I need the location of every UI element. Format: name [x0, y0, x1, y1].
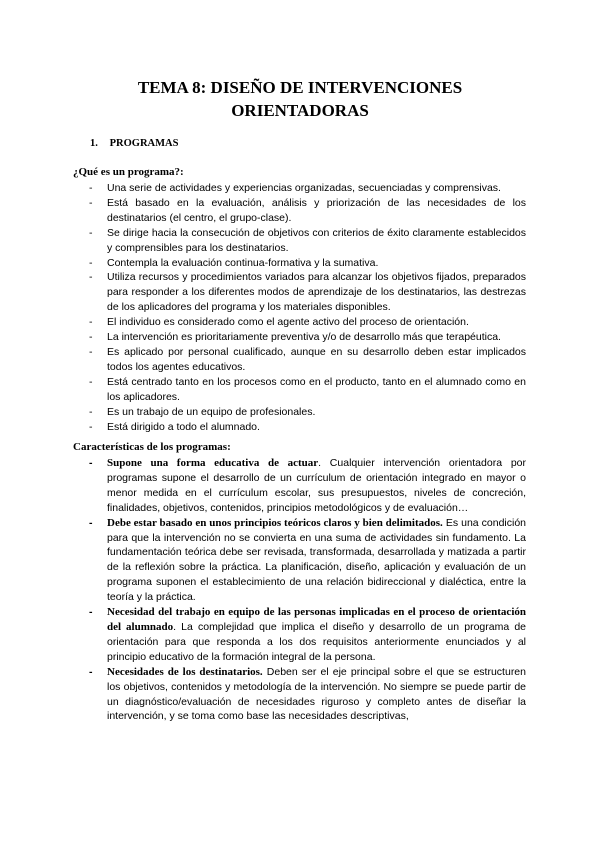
item-text: Deben ser el eje principal sobre el que se estructuren los objetivos, contenidos y metodología de la intervención. No siempre se puede partir de un diagnóstico/evaluación de necesidades riguroso y completo antes de diseñar la intervención, y se toma como base las necesidades descriptivas, — [107, 665, 526, 723]
list-item: - La intervención es prioritariamente preventiva y/o de desarrollo más que terapéutica. — [89, 331, 501, 344]
list-item: - Utiliza recursos y procedimientos variados para alcanzar los objetivos fijados, preparados para responder a los diferentes modos de aprendizaje de los destinatarios, las destrezas de los aplicadores del programa y los materiales disponibles. — [89, 271, 526, 314]
list-item: - Está centrado tanto en los procesos como en el producto, tanto en el alumnado como en los aplicadores. — [89, 375, 526, 403]
list-item: - Se dirige hacia la consecución de objetivos con criterios de éxito claramente establecidos y comprensibles para los destinatarios. — [89, 226, 526, 254]
characteristics-heading: Características de los programas: — [73, 441, 231, 453]
section-label: PROGRAMAS — [109, 138, 179, 149]
list-item: - Una serie de actividades y experiencias organizadas, secuenciadas y comprensivas. — [89, 182, 501, 194]
characteristics-list — [86, 456, 526, 724]
what-is-list — [86, 181, 526, 434]
item-bold-lead: Supone una forma educativa de actuar — [107, 457, 319, 469]
item-text: Es una condición para que la intervención no se convierta en una suma de actividades sin fundamento. La fundamentación teórica debe ser revisada, transformada, desarrollada y matizada a partir de la reflexión sobre la práctica. La planificación, diseño, aplicación y evaluación de un programa suponen el establecimiento de una relación bidireccional y dialéctica, entre la teoría y la práctica. — [107, 516, 526, 604]
list-item: - Es aplicado por personal cualificado, aunque en su desarrollo deben estar implicados todos los agentes educativos. — [89, 345, 526, 373]
item-bold-lead: Necesidad del trabajo en equipo de las personas implicadas en el proceso de orientación del alumnado — [107, 606, 526, 633]
section-heading — [90, 138, 178, 149]
item-bold-lead: Necesidades de los destinatarios. — [107, 665, 263, 678]
list-item: - Necesidad del trabajo en equipo de las personas implicadas en el proceso de orientación del alumnado. La complejidad que implica el diseño y desarrollo de un programa de orientación para que responda a los dos requisitos anteriormente enunciados y al principio educativo de la formación integral de la persona. — [89, 606, 526, 663]
list-item: - Está dirigido a todo el alumnado. — [89, 420, 260, 433]
what-is-heading: ¿Qué es un programa?: — [73, 166, 184, 178]
section-number: 1. — [90, 138, 98, 149]
item-bold-lead: Debe estar basado en unos principios teóricos claros y bien delimitados. — [107, 516, 443, 529]
item-text: . La complejidad que implica el diseño y desarrollo de un programa de orientación para que responda a los dos requisitos anteriormente enunciados y al principio educativo de la formación integral de la persona. — [107, 620, 526, 663]
list-item: - Debe estar basado en unos principios teóricos claros y bien delimitados. Es una condición para que la intervención no se convierta en una suma de actividades sin fundamento. La fundamentación teórica debe ser revisada, transformada, desarrollada y matizada a partir de la reflexión sobre la práctica. La planificación, diseño, aplicación y evaluación de un programa suponen el establecimiento de una relación bidireccional y dialéctica, entre la teoría y la práctica. — [89, 516, 526, 604]
list-item: - El individuo es considerado como el agente activo del proceso de orientación. — [89, 316, 469, 329]
list-item: - Necesidades de los destinatarios. Deben ser el eje principal sobre el que se estructuren los objetivos, contenidos y metodología de la intervención. No siempre se puede partir de un diagnóstico/evaluación de necesidades riguroso y completo antes de diseñar la intervención, y se toma como base las necesidades descriptivas, — [89, 665, 526, 723]
list-item: - Está basado en la evaluación, análisis y priorización de las necesidades de los destinatarios (el centro, el grupo-clase). — [89, 196, 526, 224]
list-item: - Es un trabajo de un equipo de profesionales. — [89, 405, 316, 418]
item-text: . Cualquier intervención orientadora por programas supone el desarrollo de un currículum de orientación integrado en mayor o menor medida en el currículum escolar, sus presupuestos, niveles de concreción, finalidades, objetivos, contenidos, principios metodológicos y de evaluación… — [107, 457, 526, 514]
document-title-line-1: TEMA 8: DISEÑO DE INTERVENCIONES — [137, 78, 463, 97]
list-item: - Contempla la evaluación continua-formativa y la sumativa. — [89, 256, 379, 269]
list-item: - Supone una forma educativa de actuar. Cualquier intervención orientadora por programas supone el desarrollo de un currículum de orientación integrado en mayor o menor medida en el currículum escolar, sus presupuestos, niveles de concreción, finalidades, objetivos, contenidos, principios metodológicos y de evaluación… — [89, 457, 526, 514]
document-title-line-2: ORIENTADORAS — [231, 101, 369, 120]
